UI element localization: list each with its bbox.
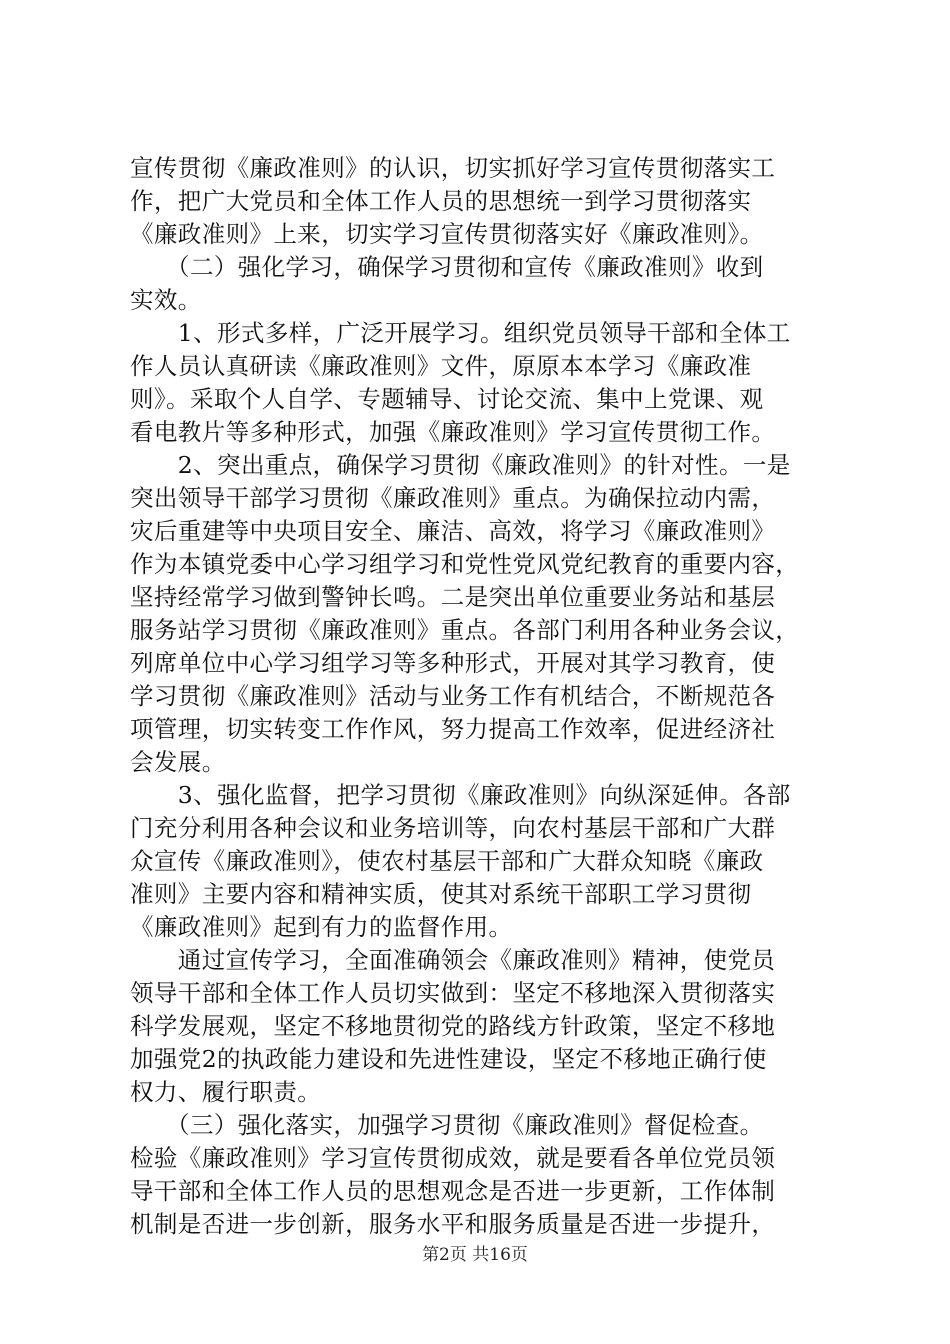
text-line: 1、形式多样，广泛开展学习。组织党员领导干部和全体工 <box>130 319 791 347</box>
text-line: 领导干部和全体工作人员切实做到：坚定不移地深入贯彻落实 <box>130 979 776 1007</box>
text-line: 坚持经常学习做到警钟长鸣。二是突出单位重要业务站和基层 <box>130 583 776 611</box>
text-line: 检验《廉政准则》学习宣传贯彻成效，就是要看各单位党员领 <box>130 1144 776 1172</box>
text-line: （三）强化落实，加强学习贯彻《廉政准则》督促检查。 <box>130 1111 764 1139</box>
text-line: 作，把广大党员和全体工作人员的思想统一到学习贯彻落实 <box>130 187 752 215</box>
text-line: 作人员认真研读《廉政准则》文件，原原本本学习《廉政准 <box>130 352 752 380</box>
text-line: 作为本镇党委中心学习组学习和党性党风党纪教育的重要内容， <box>130 550 800 578</box>
page-number-footer: 第2页 共16页 <box>422 1245 528 1265</box>
text-line: 会发展。 <box>130 748 226 776</box>
text-line: 灾后重建等中央项目安全、廉洁、高效，将学习《廉政准则》 <box>130 517 776 545</box>
text-line: 科学发展观，坚定不移地贯彻党的路线方针政策，坚定不移地 <box>130 1012 776 1040</box>
text-line: （二）强化学习，确保学习贯彻和宣传《廉政准则》收到 <box>130 253 764 281</box>
text-line: 实效。 <box>130 286 202 314</box>
text-line: 服务站学习贯彻《廉政准则》重点。各部门利用各种业务会议， <box>130 616 800 644</box>
text-line: 《廉政准则》上来，切实学习宣传贯彻落实好《廉政准则》。 <box>130 220 764 248</box>
text-line: 《廉政准则》起到有力的监督作用。 <box>130 913 513 941</box>
text-line: 项管理，切实转变工作作风，努力提高工作效率，促进经济社 <box>130 715 776 743</box>
text-line: 3、强化监督，把学习贯彻《廉政准则》向纵深延伸。各部 <box>130 781 791 809</box>
text-line: 机制是否进一步创新，服务水平和服务质量是否进一步提升， <box>130 1210 776 1238</box>
body-text <box>130 152 830 1241</box>
text-line: 学习贯彻《廉政准则》活动与业务工作有机结合，不断规范各 <box>130 682 776 710</box>
text-line: 则》。采取个人自学、专题辅导、讨论交流、集中上党课、观 <box>130 385 764 413</box>
text-line: 加强党2的执政能力建设和先进性建设，坚定不移地正确行使 <box>130 1045 767 1073</box>
text-line: 准则》主要内容和精神实质，使其对系统干部职工学习贯彻 <box>130 880 752 908</box>
text-line: 通过宣传学习，全面准确领会《廉政准则》精神，使党员 <box>130 946 776 974</box>
text-line: 众宣传《廉政准则》，使农村基层干部和广大群众知晓《廉政 <box>130 847 764 875</box>
text-line: 宣传贯彻《廉政准则》的认识，切实抓好学习宣传贯彻落实工 <box>130 154 776 182</box>
text-line: 门充分利用各种会议和业务培训等，向农村基层干部和广大群 <box>130 814 776 842</box>
text-line: 权力、履行职责。 <box>130 1078 322 1106</box>
text-line: 突出领导干部学习贯彻《廉政准则》重点。为确保拉动内需， <box>130 484 776 512</box>
text-line: 列席单位中心学习组学习等多种形式，开展对其学习教育，使 <box>130 649 776 677</box>
text-line: 2、突出重点，确保学习贯彻《廉政准则》的针对性。一是 <box>130 451 791 479</box>
text-line: 导干部和全体工作人员的思想观念是否进一步更新，工作体制 <box>130 1177 776 1205</box>
text-line: 看电教片等多种形式，加强《廉政准则》学习宣传贯彻工作。 <box>130 418 776 446</box>
